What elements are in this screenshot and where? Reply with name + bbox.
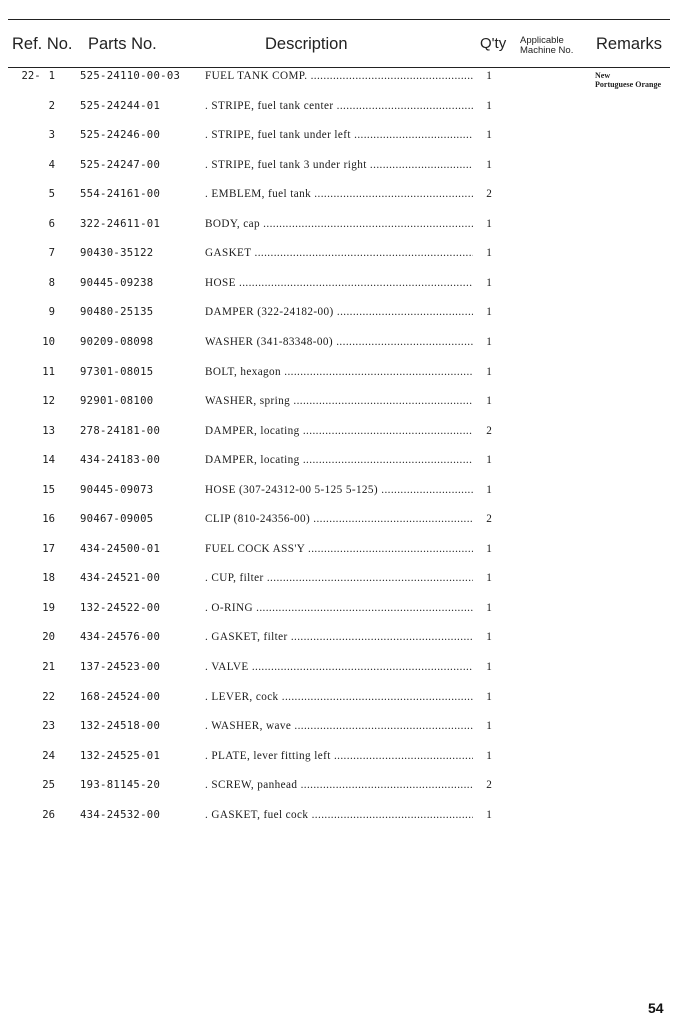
- quantity-cell: 1: [486, 601, 492, 614]
- part-number-cell: 90480-25135: [80, 306, 154, 319]
- leader-dots: [331, 750, 473, 762]
- table-row: [0, 808, 686, 838]
- ref-no-cell: [12, 660, 55, 674]
- header-parts-no: Parts No.: [88, 35, 157, 53]
- description-cell: [205, 365, 473, 379]
- table-row: [0, 778, 686, 808]
- quantity-cell: 1: [486, 395, 492, 408]
- ref-no: 26: [42, 808, 55, 821]
- ref-no: 24: [42, 749, 55, 762]
- quantity-cell: 1: [486, 70, 492, 82]
- description-text: . STRIPE, fuel tank under left: [205, 129, 351, 142]
- description-cell: [205, 512, 473, 526]
- remarks-line-2: Portuguese Orange: [595, 80, 661, 89]
- part-number-cell: 132-24522-00: [80, 601, 161, 614]
- description-cell: [205, 99, 473, 113]
- description-text: CLIP (810-24356-00): [205, 513, 311, 526]
- part-number-cell: 322-24611-01: [80, 217, 161, 230]
- ref-no-cell: [12, 365, 55, 379]
- description-text: BOLT, hexagon: [205, 365, 282, 378]
- table-row: [0, 660, 686, 690]
- quantity-cell: 2: [486, 513, 492, 526]
- table-row: [0, 630, 686, 660]
- ref-no: 19: [42, 601, 55, 614]
- quantity-cell: 1: [486, 158, 492, 171]
- ref-no: 11: [42, 365, 55, 378]
- description-text: . PLATE, lever fitting left: [205, 749, 331, 762]
- leader-dots: [367, 159, 473, 171]
- ref-no: 23: [42, 720, 55, 733]
- ref-no-cell: [12, 453, 55, 467]
- header-machine-no: Machine No.: [520, 45, 574, 56]
- leader-dots: [264, 572, 473, 584]
- table-row: [0, 305, 686, 335]
- ref-no: 8: [48, 276, 55, 289]
- page-number: 54: [648, 1000, 664, 1016]
- top-rule: [8, 19, 670, 20]
- leader-dots: [297, 779, 473, 791]
- quantity-cell: 1: [486, 542, 492, 555]
- ref-no-cell: [12, 217, 55, 231]
- part-number-cell: 97301-08015: [80, 365, 154, 378]
- header-description: Description: [265, 35, 348, 53]
- ref-no-cell: [12, 512, 55, 526]
- description-text: WASHER, spring: [205, 395, 291, 408]
- table-row: [0, 99, 686, 129]
- group-prefix: 22-: [21, 70, 41, 82]
- ref-no: 12: [42, 395, 55, 408]
- quantity-cell: 2: [486, 188, 492, 201]
- part-number-cell: 434-24500-01: [80, 542, 161, 555]
- leader-dots: [249, 661, 473, 673]
- ref-no: 1: [48, 70, 55, 82]
- part-number-cell: 434-24183-00: [80, 454, 161, 467]
- ref-no: 20: [42, 631, 55, 644]
- ref-no-cell: [12, 158, 55, 172]
- part-number-cell: 434-24576-00: [80, 631, 161, 644]
- ref-no-cell: [12, 424, 55, 438]
- leader-dots: [290, 395, 473, 407]
- header-ref-no: Ref. No.: [12, 35, 73, 53]
- leader-dots: [281, 366, 473, 378]
- ref-no-cell: [12, 246, 55, 260]
- part-number-cell: 132-24525-01: [80, 749, 161, 762]
- description-cell: [205, 719, 473, 733]
- table-row: [0, 483, 686, 513]
- description-cell: [205, 690, 473, 704]
- description-text: . EMBLEM, fuel tank: [205, 188, 312, 201]
- leader-dots: [251, 247, 473, 259]
- leader-dots: [236, 277, 473, 289]
- description-cell: [205, 217, 473, 231]
- description-text: HOSE: [205, 276, 236, 289]
- part-number-cell: 90445-09073: [80, 483, 154, 496]
- description-text: DAMPER, locating: [205, 454, 300, 467]
- ref-no: 15: [42, 483, 55, 496]
- quantity-cell: 1: [486, 129, 492, 142]
- part-number-cell: 137-24523-00: [80, 661, 161, 673]
- remarks-note: [595, 71, 661, 89]
- part-number-cell: 525-24247-00: [80, 158, 161, 171]
- header-qty: Q'ty: [480, 35, 507, 52]
- leader-dots: [300, 454, 473, 466]
- table-row: [0, 365, 686, 395]
- part-number-cell: 90209-08098: [80, 335, 154, 348]
- description-text: GASKET: [205, 247, 252, 260]
- description-cell: [205, 394, 473, 408]
- description-text: BODY, cap: [205, 217, 260, 230]
- ref-no-cell: [12, 483, 55, 497]
- table-row: [0, 158, 686, 188]
- description-cell: [205, 749, 473, 763]
- description-text: FUEL TANK COMP.: [205, 70, 308, 82]
- quantity-cell: 1: [486, 631, 492, 644]
- leader-dots: [260, 218, 473, 230]
- table-row: [0, 217, 686, 247]
- table-row: [0, 512, 686, 542]
- part-number-cell: 434-24521-00: [80, 572, 161, 585]
- ref-no: 4: [48, 158, 55, 171]
- part-number-cell: 525-24246-00: [80, 129, 161, 142]
- description-cell: [205, 542, 473, 556]
- description-cell: [205, 158, 473, 172]
- quantity-cell: 1: [486, 808, 492, 821]
- leader-dots: [378, 484, 473, 496]
- description-cell: [205, 246, 473, 260]
- ref-no-cell: [12, 690, 55, 704]
- ref-no-cell: [12, 571, 55, 585]
- ref-no: 17: [42, 542, 55, 555]
- header-applicable: Applicable: [520, 35, 564, 46]
- description-text: . SCREW, panhead: [205, 779, 298, 792]
- ref-no: 3: [48, 129, 55, 142]
- description-text: . GASKET, fuel cock: [205, 808, 309, 821]
- ref-no: 22: [42, 690, 55, 703]
- description-text: . WASHER, wave: [205, 720, 292, 733]
- quantity-cell: 1: [486, 720, 492, 733]
- description-text: . GASKET, filter: [205, 631, 288, 644]
- table-row: [0, 246, 686, 276]
- table-row: [0, 128, 686, 158]
- table-row: [0, 719, 686, 749]
- table-row: [0, 394, 686, 424]
- quantity-cell: 1: [486, 276, 492, 289]
- ref-no-cell: [12, 749, 55, 763]
- leader-dots: [308, 809, 473, 821]
- description-cell: [205, 305, 473, 319]
- leader-dots: [253, 602, 473, 614]
- quantity-cell: 1: [486, 454, 492, 467]
- quantity-cell: 1: [486, 99, 492, 112]
- part-number-cell: 554-24161-00: [80, 188, 161, 201]
- ref-no-cell: [12, 305, 55, 319]
- quantity-cell: 2: [486, 424, 492, 437]
- description-cell: [205, 69, 473, 83]
- leader-dots: [333, 336, 473, 348]
- ref-no: 7: [48, 247, 55, 260]
- description-text: . LEVER, cock: [205, 690, 279, 703]
- table-row: [0, 424, 686, 454]
- ref-no-cell: [12, 778, 55, 792]
- description-text: . STRIPE, fuel tank 3 under right: [205, 158, 367, 171]
- remarks-line-1: New: [595, 71, 611, 80]
- ref-no: 18: [42, 572, 55, 585]
- description-cell: [205, 630, 473, 644]
- description-cell: [205, 424, 473, 438]
- leader-dots: [291, 720, 473, 732]
- ref-no-cell: [12, 808, 55, 822]
- description-cell: [205, 187, 473, 201]
- leader-dots: [333, 100, 473, 112]
- leader-dots: [311, 188, 473, 200]
- table-row: [0, 601, 686, 631]
- description-text: . O-RING: [205, 601, 253, 614]
- part-number-cell: 525-24244-01: [80, 99, 161, 112]
- description-text: HOSE (307-24312-00 5-125 5-125): [205, 483, 379, 496]
- part-number-cell: 132-24518-00: [80, 720, 161, 733]
- description-text: DAMPER, locating: [205, 424, 300, 437]
- ref-no-cell: [12, 630, 55, 644]
- ref-no: 5: [48, 188, 55, 201]
- table-row: [0, 335, 686, 365]
- ref-no-cell: [12, 335, 55, 349]
- description-cell: [205, 276, 473, 290]
- quantity-cell: 1: [486, 335, 492, 348]
- ref-no-cell: [12, 601, 55, 615]
- table-row: [0, 749, 686, 779]
- description-text: . CUP, filter: [205, 572, 264, 585]
- ref-no-cell: [12, 276, 55, 290]
- quantity-cell: 1: [486, 661, 492, 673]
- ref-no-cell: [12, 99, 55, 113]
- description-cell: [205, 128, 473, 142]
- ref-no-cell: [12, 542, 55, 556]
- part-number-cell: 92901-08100: [80, 395, 154, 408]
- quantity-cell: 1: [486, 690, 492, 703]
- table-row: [0, 571, 686, 601]
- table-row: [0, 453, 686, 483]
- ref-no: 9: [48, 306, 55, 319]
- description-cell: [205, 335, 473, 349]
- leader-dots: [279, 691, 473, 703]
- description-cell: [205, 808, 473, 822]
- table-row: [0, 690, 686, 720]
- quantity-cell: 1: [486, 483, 492, 496]
- quantity-cell: 1: [486, 247, 492, 260]
- ref-no: 21: [42, 661, 55, 673]
- quantity-cell: 1: [486, 217, 492, 230]
- quantity-cell: 1: [486, 749, 492, 762]
- quantity-cell: 1: [486, 572, 492, 585]
- ref-no-cell: [12, 394, 55, 408]
- ref-no-cell: [12, 128, 55, 142]
- quantity-cell: 1: [486, 365, 492, 378]
- header-rule: [8, 67, 670, 68]
- table-row: [0, 542, 686, 572]
- description-cell: [205, 483, 473, 497]
- part-number-cell: 525-24110-00-03: [80, 70, 181, 82]
- part-number-cell: 90467-09005: [80, 513, 154, 526]
- description-text: WASHER (341-83348-00): [205, 335, 334, 348]
- leader-dots: [300, 425, 473, 437]
- part-number-cell: 90430-35122: [80, 247, 154, 260]
- ref-no: 10: [42, 335, 55, 348]
- part-number-cell: 193-81145-20: [80, 779, 161, 792]
- description-cell: [205, 453, 473, 467]
- ref-no: 6: [48, 217, 55, 230]
- description-text: . VALVE: [205, 661, 249, 673]
- part-number-cell: 168-24524-00: [80, 690, 161, 703]
- description-text: FUEL COCK ASS'Y: [205, 542, 305, 555]
- ref-no: 2: [48, 99, 55, 112]
- ref-no: 14: [42, 454, 55, 467]
- header-remarks: Remarks: [596, 35, 663, 53]
- description-cell: [205, 601, 473, 615]
- leader-dots: [288, 631, 473, 643]
- description-cell: [205, 660, 473, 674]
- leader-dots: [310, 513, 473, 525]
- quantity-cell: 2: [486, 779, 492, 792]
- part-number-cell: 278-24181-00: [80, 424, 161, 437]
- ref-no-cell: [12, 69, 55, 83]
- description-text: DAMPER (322-24182-00): [205, 306, 334, 319]
- description-cell: [205, 571, 473, 585]
- leader-dots: [305, 543, 473, 555]
- table-row: [0, 187, 686, 217]
- ref-no: 13: [42, 424, 55, 437]
- ref-no-cell: [12, 187, 55, 201]
- description-cell: [205, 778, 473, 792]
- quantity-cell: 1: [486, 306, 492, 319]
- table-row: [0, 276, 686, 306]
- description-text: . STRIPE, fuel tank center: [205, 99, 334, 112]
- leader-dots: [334, 306, 473, 318]
- ref-no: 16: [42, 513, 55, 526]
- ref-no-cell: [12, 719, 55, 733]
- leader-dots: [307, 70, 473, 82]
- part-number-cell: 434-24532-00: [80, 808, 161, 821]
- part-number-cell: 90445-09238: [80, 276, 154, 289]
- ref-no: 25: [42, 779, 55, 792]
- leader-dots: [351, 129, 473, 141]
- table-row: [0, 69, 686, 99]
